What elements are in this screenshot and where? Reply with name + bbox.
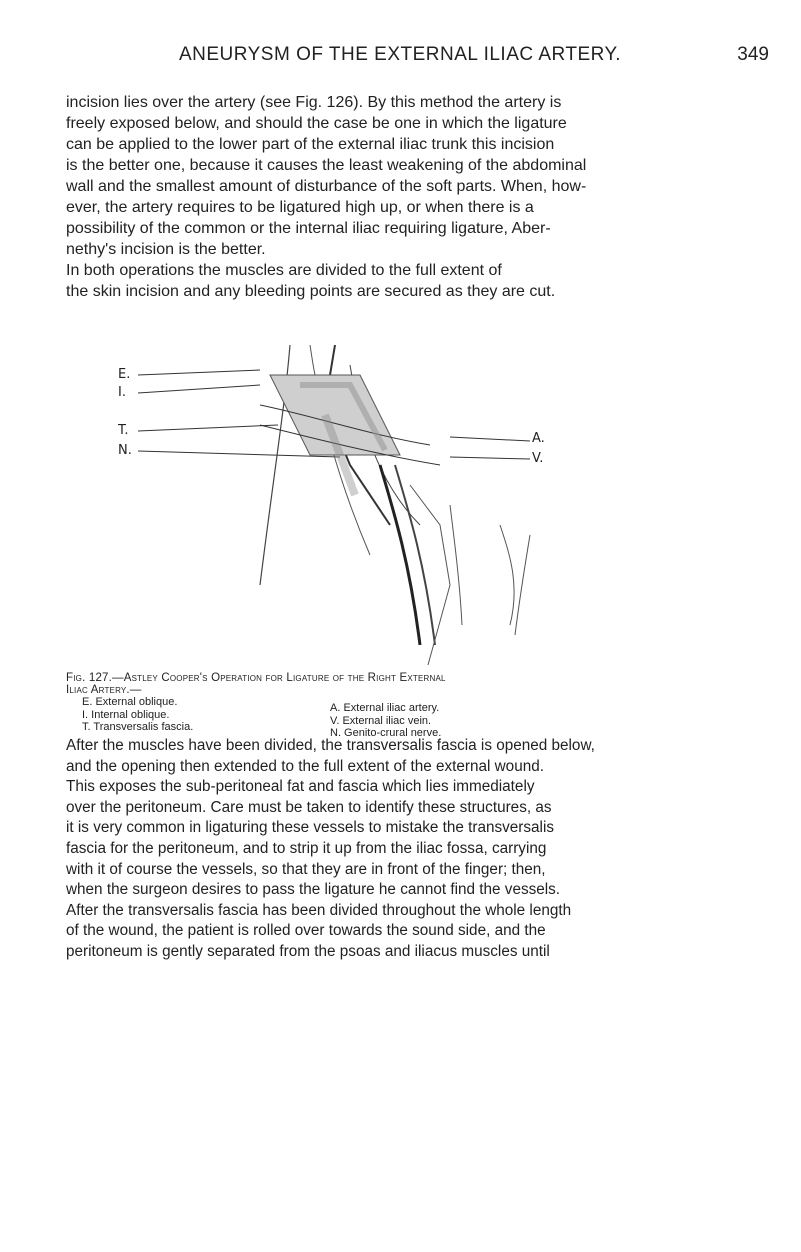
label-a: A. <box>532 431 545 446</box>
label-n: N. <box>118 443 132 458</box>
label-t: T. <box>118 423 129 438</box>
p2-line: fascia for the peritoneum, and to strip it up from the iliac fossa, carrying <box>66 839 547 857</box>
label-v: V. <box>532 451 544 466</box>
legend-item: I. Internal oblique. <box>82 708 170 721</box>
p1-line: wall and the smallest amount of disturbance of the soft parts. When, how- <box>66 178 587 195</box>
p2-line: After the muscles have been divided, the transversalis fascia is opened below, <box>66 737 595 754</box>
legend-item: V. External iliac vein. <box>330 714 432 727</box>
p2-line: with it of course the vessels, so that they are in front of the finger; then, <box>66 860 546 878</box>
legend-item: N. Genito-crural nerve. <box>330 727 442 739</box>
p2-line: This exposes the sub-peritoneal fat and fascia which lies immediately <box>66 778 535 796</box>
legend-item: A. External iliac artery. <box>330 702 440 714</box>
figure-caption <box>66 672 738 696</box>
p1-line: can be applied to the lower part of the external iliac trunk this incision <box>66 136 555 153</box>
p2-line: peritoneum is gently separated from the psoas and iliacus muscles until <box>66 942 550 960</box>
paragraph-2 <box>66 736 738 963</box>
p1-line: possibility of the common or the internal iliac requiring ligature, Aber- <box>66 220 551 237</box>
label-i: I. <box>118 385 126 400</box>
p2-line: it is very common in ligaturing these vessels to mistake the transversalis <box>66 819 554 837</box>
legend-item: T. Transversalis fascia. <box>82 721 194 733</box>
p2-line: of the wound, the patient is rolled over towards the sound side, and the <box>66 922 546 940</box>
label-e: E. <box>118 367 131 382</box>
dissection-illustration <box>110 345 600 665</box>
p2-line: and the opening then extended to the full extent of the external wound. <box>66 757 544 775</box>
p2-line: After the transversalis fascia has been divided throughout the whole length <box>66 901 572 919</box>
p1-line: ever, the artery requires to be ligatured high up, or when there is a <box>66 199 534 216</box>
p1-line: incision lies over the artery (see Fig. 126). By this method the artery is <box>66 94 562 111</box>
page-number: 349 <box>737 44 769 65</box>
running-head: ANEURYSM OF THE EXTERNAL ILIAC ARTERY. <box>178 44 622 65</box>
p1-line: nethy's incision is the better. <box>66 241 266 258</box>
p1-line: the skin incision and any bleeding points are secured as they are cut. <box>66 283 556 300</box>
p1-line: freely exposed below, and should the case be one in which the ligature <box>66 115 567 132</box>
p2-line: when the surgeon desires to pass the ligature he cannot find the vessels. <box>66 881 561 899</box>
legend-left <box>82 696 193 734</box>
p1-line: is the better one, because it causes the least weakening of the abdominal <box>66 157 587 174</box>
legend-right <box>330 702 441 740</box>
p2-line: over the peritoneum. Care must be taken to identify these structures, as <box>66 798 552 816</box>
p1-line: In both operations the muscles are divided to the full extent of <box>66 262 502 279</box>
caption-line-1: Fig. 127.—Astley Cooper's Operation for Ligature of the Right External <box>66 672 446 684</box>
legend-item: E. External oblique. <box>82 696 178 708</box>
paragraph-1 <box>66 92 738 302</box>
caption-line-2: Iliac Artery.— <box>66 684 142 696</box>
